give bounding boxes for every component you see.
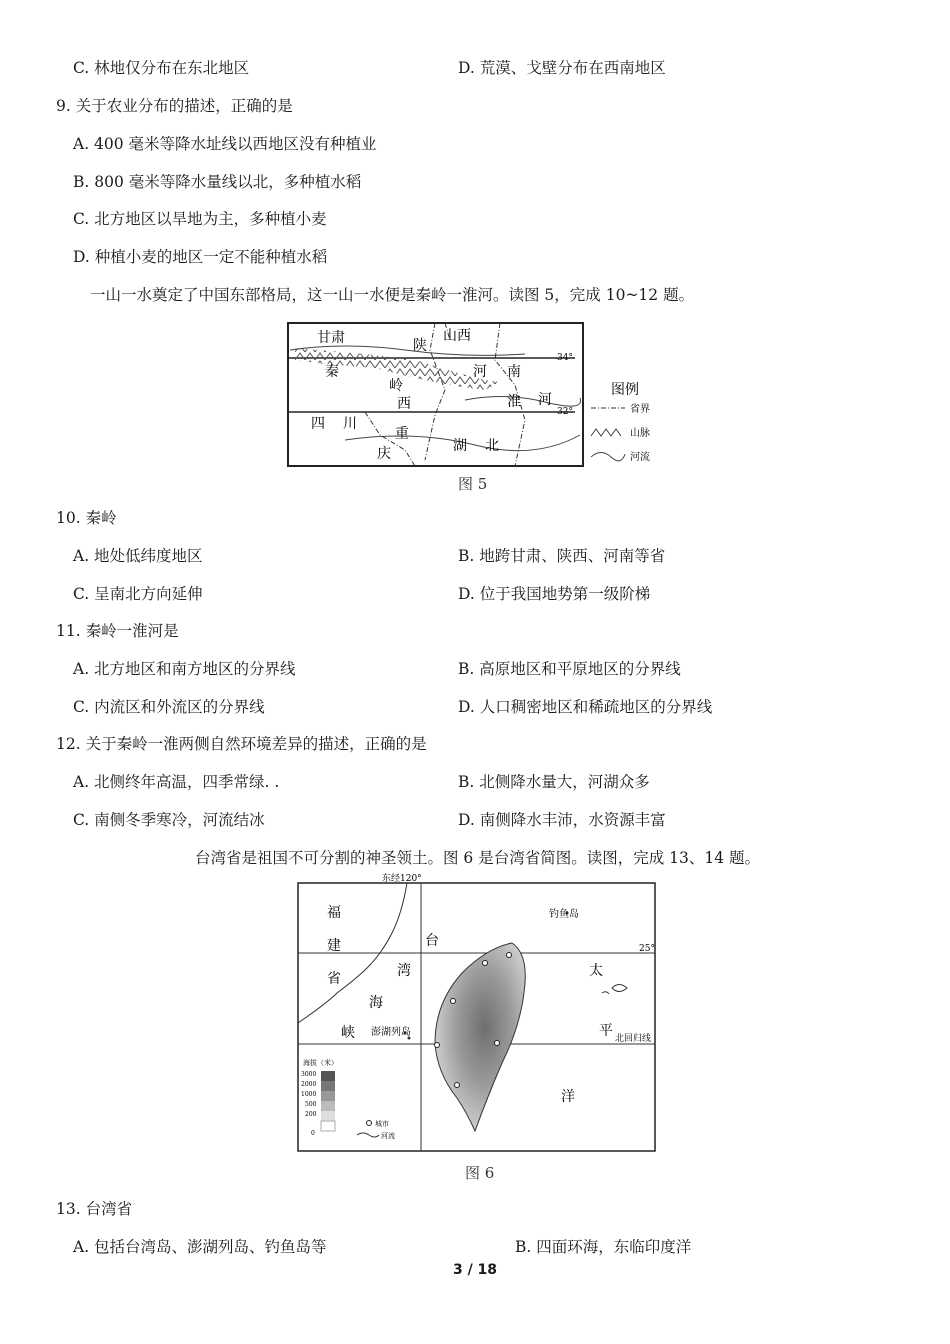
label-longitude: 东经120° [382,874,422,884]
q12-option-d: D. 南侧降水丰沛，水资源丰富 [458,811,666,829]
legend-elevation-title: 海拔（米） [303,1059,338,1067]
label-fu: 福 [327,905,341,921]
legend-level-1: 2000 [301,1081,317,1088]
label-qin: 秦 [325,364,339,380]
q10-option-b: B. 地跨甘肃、陕西、河南等省 [458,547,666,565]
q12-option-a: A. 北侧终年高温，四季常绿. . [73,773,280,791]
q9-stem: 9. 关于农业分布的描述，正确的是 [56,97,293,115]
q12-stem: 12. 关于秦岭一淮两侧自然环境差异的描述，正确的是 [56,735,427,753]
legend-river-label: 河流 [630,452,650,463]
label-taiping-2: 平 [599,1023,613,1039]
lat-32-label: 32° [557,407,573,417]
label-hai: 海 [369,995,383,1011]
q12-option-c: C. 南侧冬季寒冷，河流结冰 [73,811,265,829]
label-he: 河 [473,364,487,380]
q10-option-d: D. 位于我国地势第一级阶梯 [458,585,651,603]
label-chong: 重 [395,426,409,442]
q9-option-d: D. 种植小麦的地区一定不能种植水稻 [73,248,328,266]
q10-option-a: A. 地处低纬度地区 [73,547,203,565]
label-shanxi: 山西 [443,328,471,344]
figure-6-caption: 图 6 [465,1164,495,1182]
label-bei: 北 [485,438,499,454]
legend-river-symbol [591,453,625,461]
q11-option-b: B. 高原地区和平原地区的分界线 [458,660,681,678]
label-nan: 南 [507,364,521,380]
legend-level-2: 1000 [301,1091,317,1098]
label-wan: 湾 [397,963,411,979]
label-taiping-1: 太 [589,963,603,979]
page-number: 3 / 18 [452,1262,498,1278]
figure-5-map [285,320,675,470]
legend-mountain-label: 山脉 [630,428,650,439]
label-taiping-3: 洋 [561,1089,575,1105]
q9-option-b: B. 800 毫米等降水量线以北，多种植水稻 [73,173,362,191]
label-jian: 建 [327,938,341,954]
label-xia: 峡 [341,1025,355,1041]
label-lat-25: 25° [639,944,655,954]
label-si: 四 [311,416,325,432]
q10-option-c: C. 呈南北方向延伸 [73,585,203,603]
figure-5-legend [591,382,650,463]
q8-option-c: C. 林地仅分布在东北地区 [73,59,250,77]
label-xi: 西 [397,396,411,412]
figure-5-caption: 图 5 [458,475,488,493]
label-hu: 湖 [453,438,467,454]
legend-level-3: 500 [305,1101,317,1108]
legend-river-label: 河流 [381,1132,395,1140]
q10-stem: 10. 秦岭 [56,509,117,527]
label-chuan: 川 [343,416,357,432]
intro-figure-5: 一山一水奠定了中国东部格局，这一山一水便是秦岭一淮河。读图 5，完成 10~12 题。 [90,286,695,304]
q9-option-a: A. 400 毫米等降水址线以西地区没有种植业 [73,135,377,153]
legend-border-label: 省界 [630,404,650,415]
q11-option-a: A. 北方地区和南方地区的分界线 [73,660,296,678]
label-diaoyu: 钓鱼岛 [549,909,579,920]
label-tai: 台 [425,933,439,949]
legend-title: 图例 [611,382,639,398]
legend-mountain-symbol [591,429,621,436]
label-sheng: 省 [327,971,341,987]
q13-stem: 13. 台湾省 [56,1200,133,1218]
q11-option-c: C. 内流区和外流区的分界线 [73,698,265,716]
q12-option-b: B. 北侧降水量大，河湖众多 [458,773,650,791]
legend-city-symbol [367,1121,372,1126]
label-ling: 岭 [389,378,403,394]
lat-34-label: 34° [557,353,573,363]
label-shan: 陕 [413,338,427,354]
q13-option-b: B. 四面环海，东临印度洋 [515,1238,692,1256]
q13-option-a: A. 包括台湾岛、澎湖列岛、钓鱼岛等 [73,1238,327,1256]
q11-option-d: D. 人口稠密地区和稀疏地区的分界线 [458,698,713,716]
legend-city-label: 城市 [375,1120,389,1128]
label-penghu: 澎湖列岛 [371,1027,411,1038]
figure-6-map [297,873,659,1155]
legend-level-0: 3000 [301,1071,317,1078]
label-tropic: 北回归线 [615,1034,652,1044]
label-huai: 淮 [507,394,521,410]
q9-option-c: C. 北方地区以旱地为主，多种植小麦 [73,210,327,228]
label-gansu: 甘肃 [317,330,345,346]
label-river: 河 [538,392,552,408]
legend-level-4: 200 [305,1111,317,1118]
legend-level-5: 0 [311,1130,315,1137]
intro-figure-6: 台湾省是祖国不可分割的神圣领土。图 6 是台湾省简图。读图，完成 13、14 题。 [195,849,761,867]
q11-stem: 11. 秦岭一淮河是 [56,622,179,640]
label-qing: 庆 [377,446,391,462]
q8-option-d: D. 荒漠、戈壁分布在西南地区 [458,59,666,77]
